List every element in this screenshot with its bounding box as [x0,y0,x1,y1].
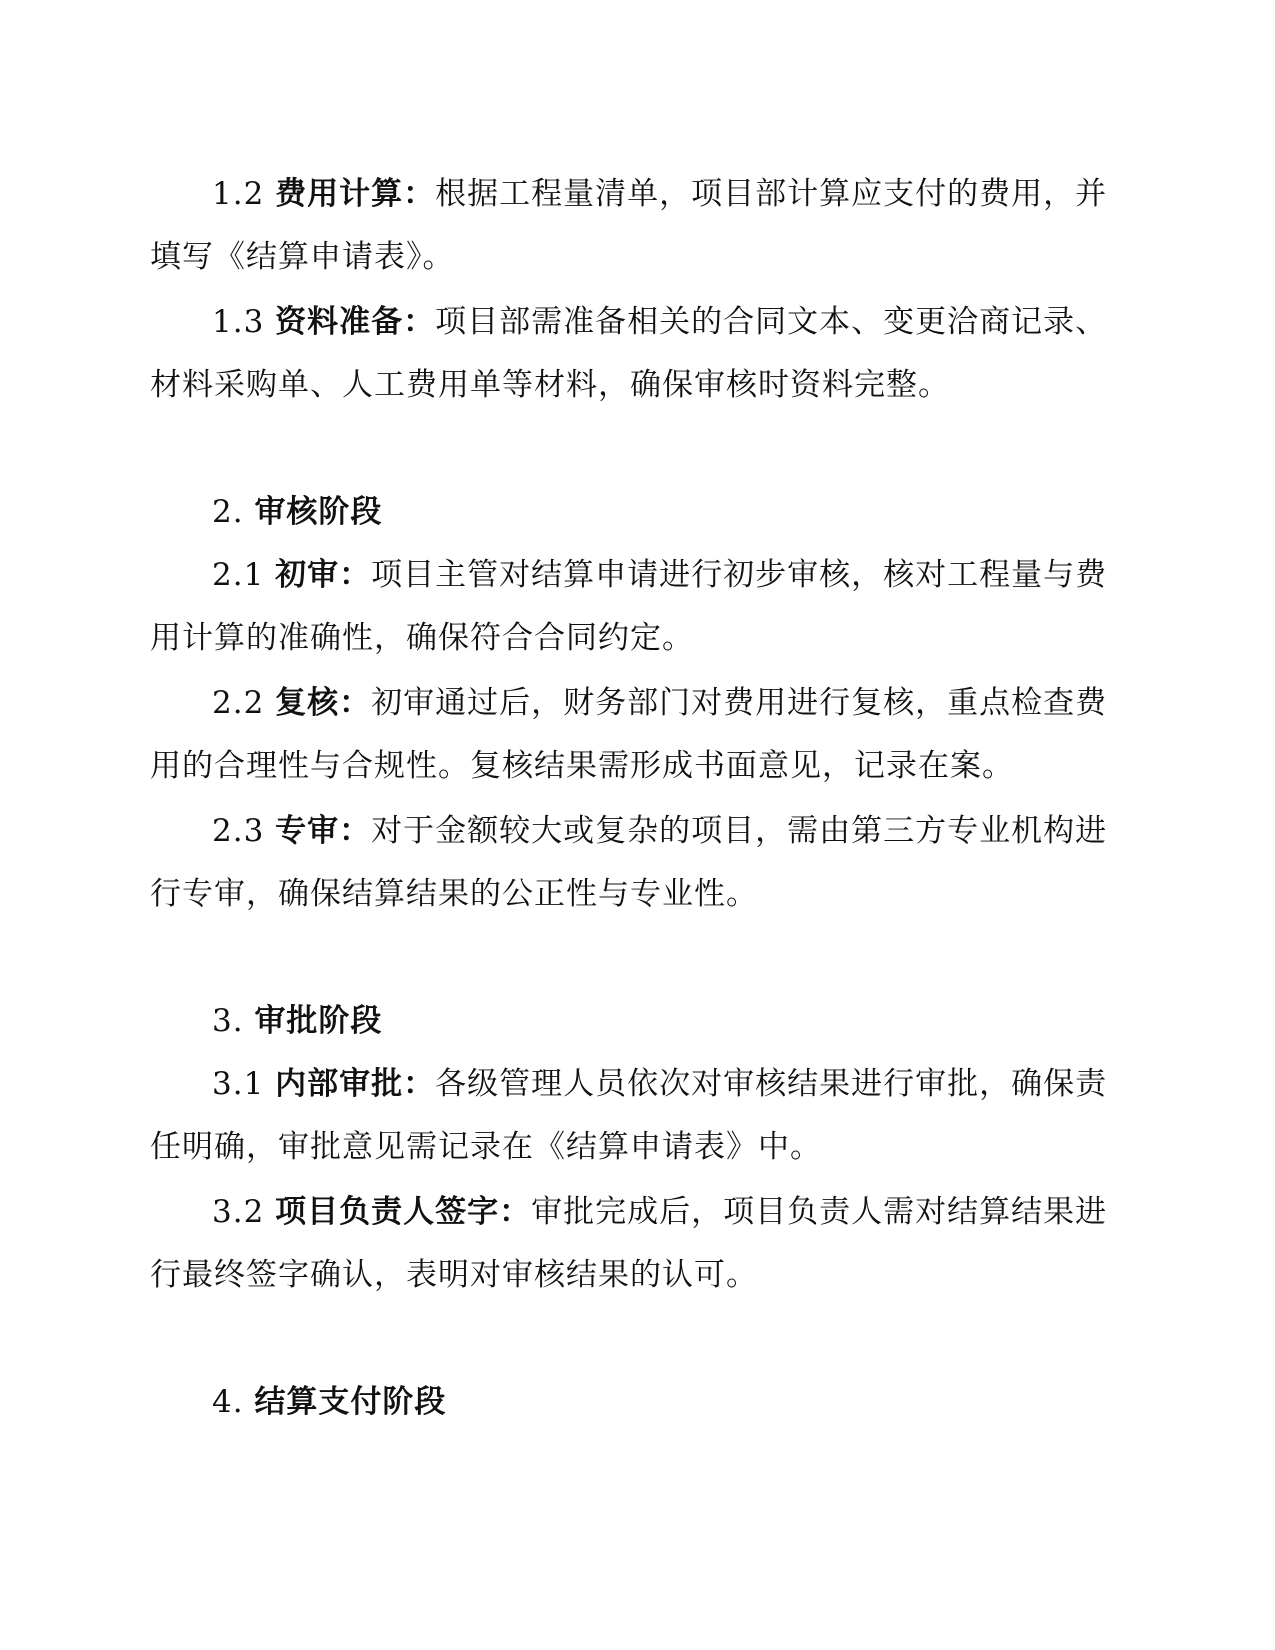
paragraph-number: 1.3 [212,304,265,340]
section-heading-2 [150,481,1125,544]
paragraph-number: 2.3 [212,813,265,849]
paragraph-1-3 [150,291,1125,417]
heading-number: 4. [212,1384,244,1420]
paragraph-text: 根据工程量清单，项目部计算应支付的费用，并填写《结算申请表》。 [150,176,1108,275]
paragraph-text: 项目部需准备相关的合同文本、变更洽商记录、材料采购单、人工费用单等材料，确保审核时资料完整。 [150,304,1108,403]
paragraph-text: 审批完成后，项目负责人需对结算结果进行最终签字确认，表明对审核结果的认可。 [150,1194,1108,1293]
paragraph-label: 资料准备： [275,304,436,340]
paragraph-2-3 [150,800,1125,926]
paragraph-number: 1.2 [212,176,265,212]
paragraph-3-2 [150,1181,1125,1307]
paragraph-label: 费用计算： [275,176,436,212]
paragraph-2-1 [150,544,1125,670]
paragraph-number: 2.1 [212,557,265,593]
paragraph-number: 2.2 [212,685,265,721]
section-heading-3 [150,990,1125,1053]
paragraph-number: 3.1 [212,1066,265,1102]
paragraph-text: 对于金额较大或复杂的项目，需由第三方专业机构进行专审，确保结算结果的公正性与专业性。 [150,813,1108,912]
heading-title: 结算支付阶段 [254,1384,447,1420]
paragraph-text: 初审通过后，财务部门对费用进行复核，重点检查费用的合理性与合规性。复核结果需形成书面意见，记录在案。 [150,685,1108,784]
paragraph-label: 初审： [275,557,372,593]
paragraph-1-2 [150,163,1125,289]
paragraph-label: 内部审批： [275,1066,436,1102]
paragraph-label: 专审： [275,813,372,849]
section-heading-4 [150,1371,1125,1434]
paragraph-2-2 [150,672,1125,798]
paragraph-label: 复核： [275,685,372,721]
heading-number: 3. [212,1003,244,1039]
heading-title: 审核阶段 [254,494,383,530]
paragraph-3-1 [150,1053,1125,1179]
heading-number: 2. [212,494,244,530]
paragraph-text: 项目主管对结算申请进行初步审核，核对工程量与费用计算的准确性，确保符合合同约定。 [150,557,1108,656]
paragraph-label: 项目负责人签字： [275,1194,532,1230]
heading-title: 审批阶段 [254,1003,383,1039]
paragraph-text: 各级管理人员依次对审核结果进行审批，确保责任明确，审批意见需记录在《结算申请表》中。 [150,1066,1108,1165]
paragraph-number: 3.2 [212,1194,265,1230]
